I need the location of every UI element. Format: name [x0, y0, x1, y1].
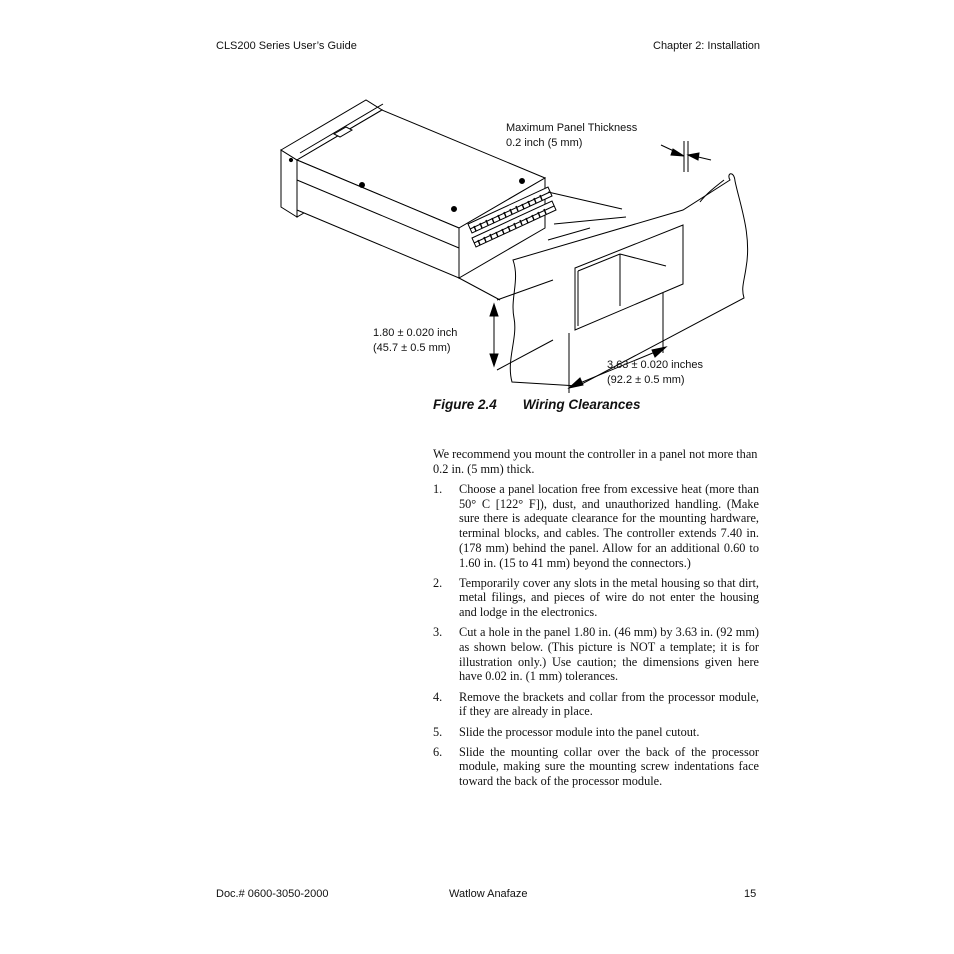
header-chapter-title: Chapter 2: Installation	[653, 40, 761, 52]
footer-doc-number: Doc.# 0600-3050-2000	[216, 888, 329, 900]
step-number: 4.	[433, 689, 443, 704]
list-item	[433, 725, 759, 740]
installation-steps	[433, 482, 759, 794]
list-item	[433, 576, 759, 620]
intro-paragraph: We recommend you mount the controller in a panel not more than 0.2 in. (5 mm) thick.	[433, 447, 758, 476]
wiring-clearances-figure	[0, 0, 954, 420]
thickness-label-line2: 0.2 inch (5 mm)	[506, 137, 583, 149]
header-guide-title: CLS200 Series User’s Guide	[216, 40, 357, 52]
step-text: Cut a hole in the panel 1.80 in. (46 mm) by 3.63 in. (92 mm) as shown below. (This picture is NOT a template; it is for illustration only.) Use caution; the dimensions given here have 0.02 in. (1 mm) tolerances.	[459, 625, 759, 684]
step-number: 3.	[433, 625, 443, 640]
thickness-label-line1: Maximum Panel Thickness	[506, 122, 638, 134]
list-item	[433, 690, 759, 719]
step-number: 6.	[433, 744, 443, 759]
figure-caption	[433, 397, 640, 412]
height-label	[373, 326, 457, 356]
thickness-dimension-arrow	[661, 141, 711, 172]
list-item	[433, 745, 759, 789]
list-item	[433, 625, 759, 684]
step-text: Choose a panel location free from excessive heat (more than 50° C [122° F]), dust, and unauthorized handling. (Make sure there is adequate clearance for the mounting hardware, terminal blocks, and cables. The controller extends 7.40 in. (178 mm) behind the panel. Allow for an additional 0.60 to 1.60 in. (15 to 41 mm) beyond the connectors.)	[459, 482, 759, 570]
height-dimension-arrow	[490, 304, 498, 366]
height-label-line2: (45.7 ± 0.5 mm)	[373, 342, 451, 354]
step-text: Temporarily cover any slots in the metal housing so that dirt, metal filings, and pieces of wire do not enter the housing and lodge in the electronics.	[459, 575, 759, 620]
footer-page-number: 15	[744, 888, 757, 900]
height-label-line1: 1.80 ± 0.020 inch	[373, 327, 458, 339]
figure-caption-number: Figure 2.4	[433, 397, 497, 412]
figure-caption-title: Wiring Clearances	[522, 397, 641, 412]
step-number: 2.	[433, 575, 443, 590]
step-text: Slide the mounting collar over the back of the processor module, making sure the mounting screw indentations face toward the back of the processor module.	[459, 744, 759, 789]
width-label-line2: (92.2 ± 0.5 mm)	[607, 374, 685, 386]
width-label	[607, 358, 703, 388]
list-item	[433, 482, 759, 570]
step-text: Slide the processor module into the panel cutout.	[459, 724, 700, 739]
step-number: 1.	[433, 482, 443, 496]
width-label-line1: 3.63 ± 0.020 inches	[607, 359, 703, 371]
footer-company: Watlow Anafaze	[449, 888, 528, 900]
step-number: 5.	[433, 724, 443, 739]
thickness-label	[506, 121, 637, 151]
step-text: Remove the brackets and collar from the processor module, if they are already in place.	[459, 689, 759, 719]
